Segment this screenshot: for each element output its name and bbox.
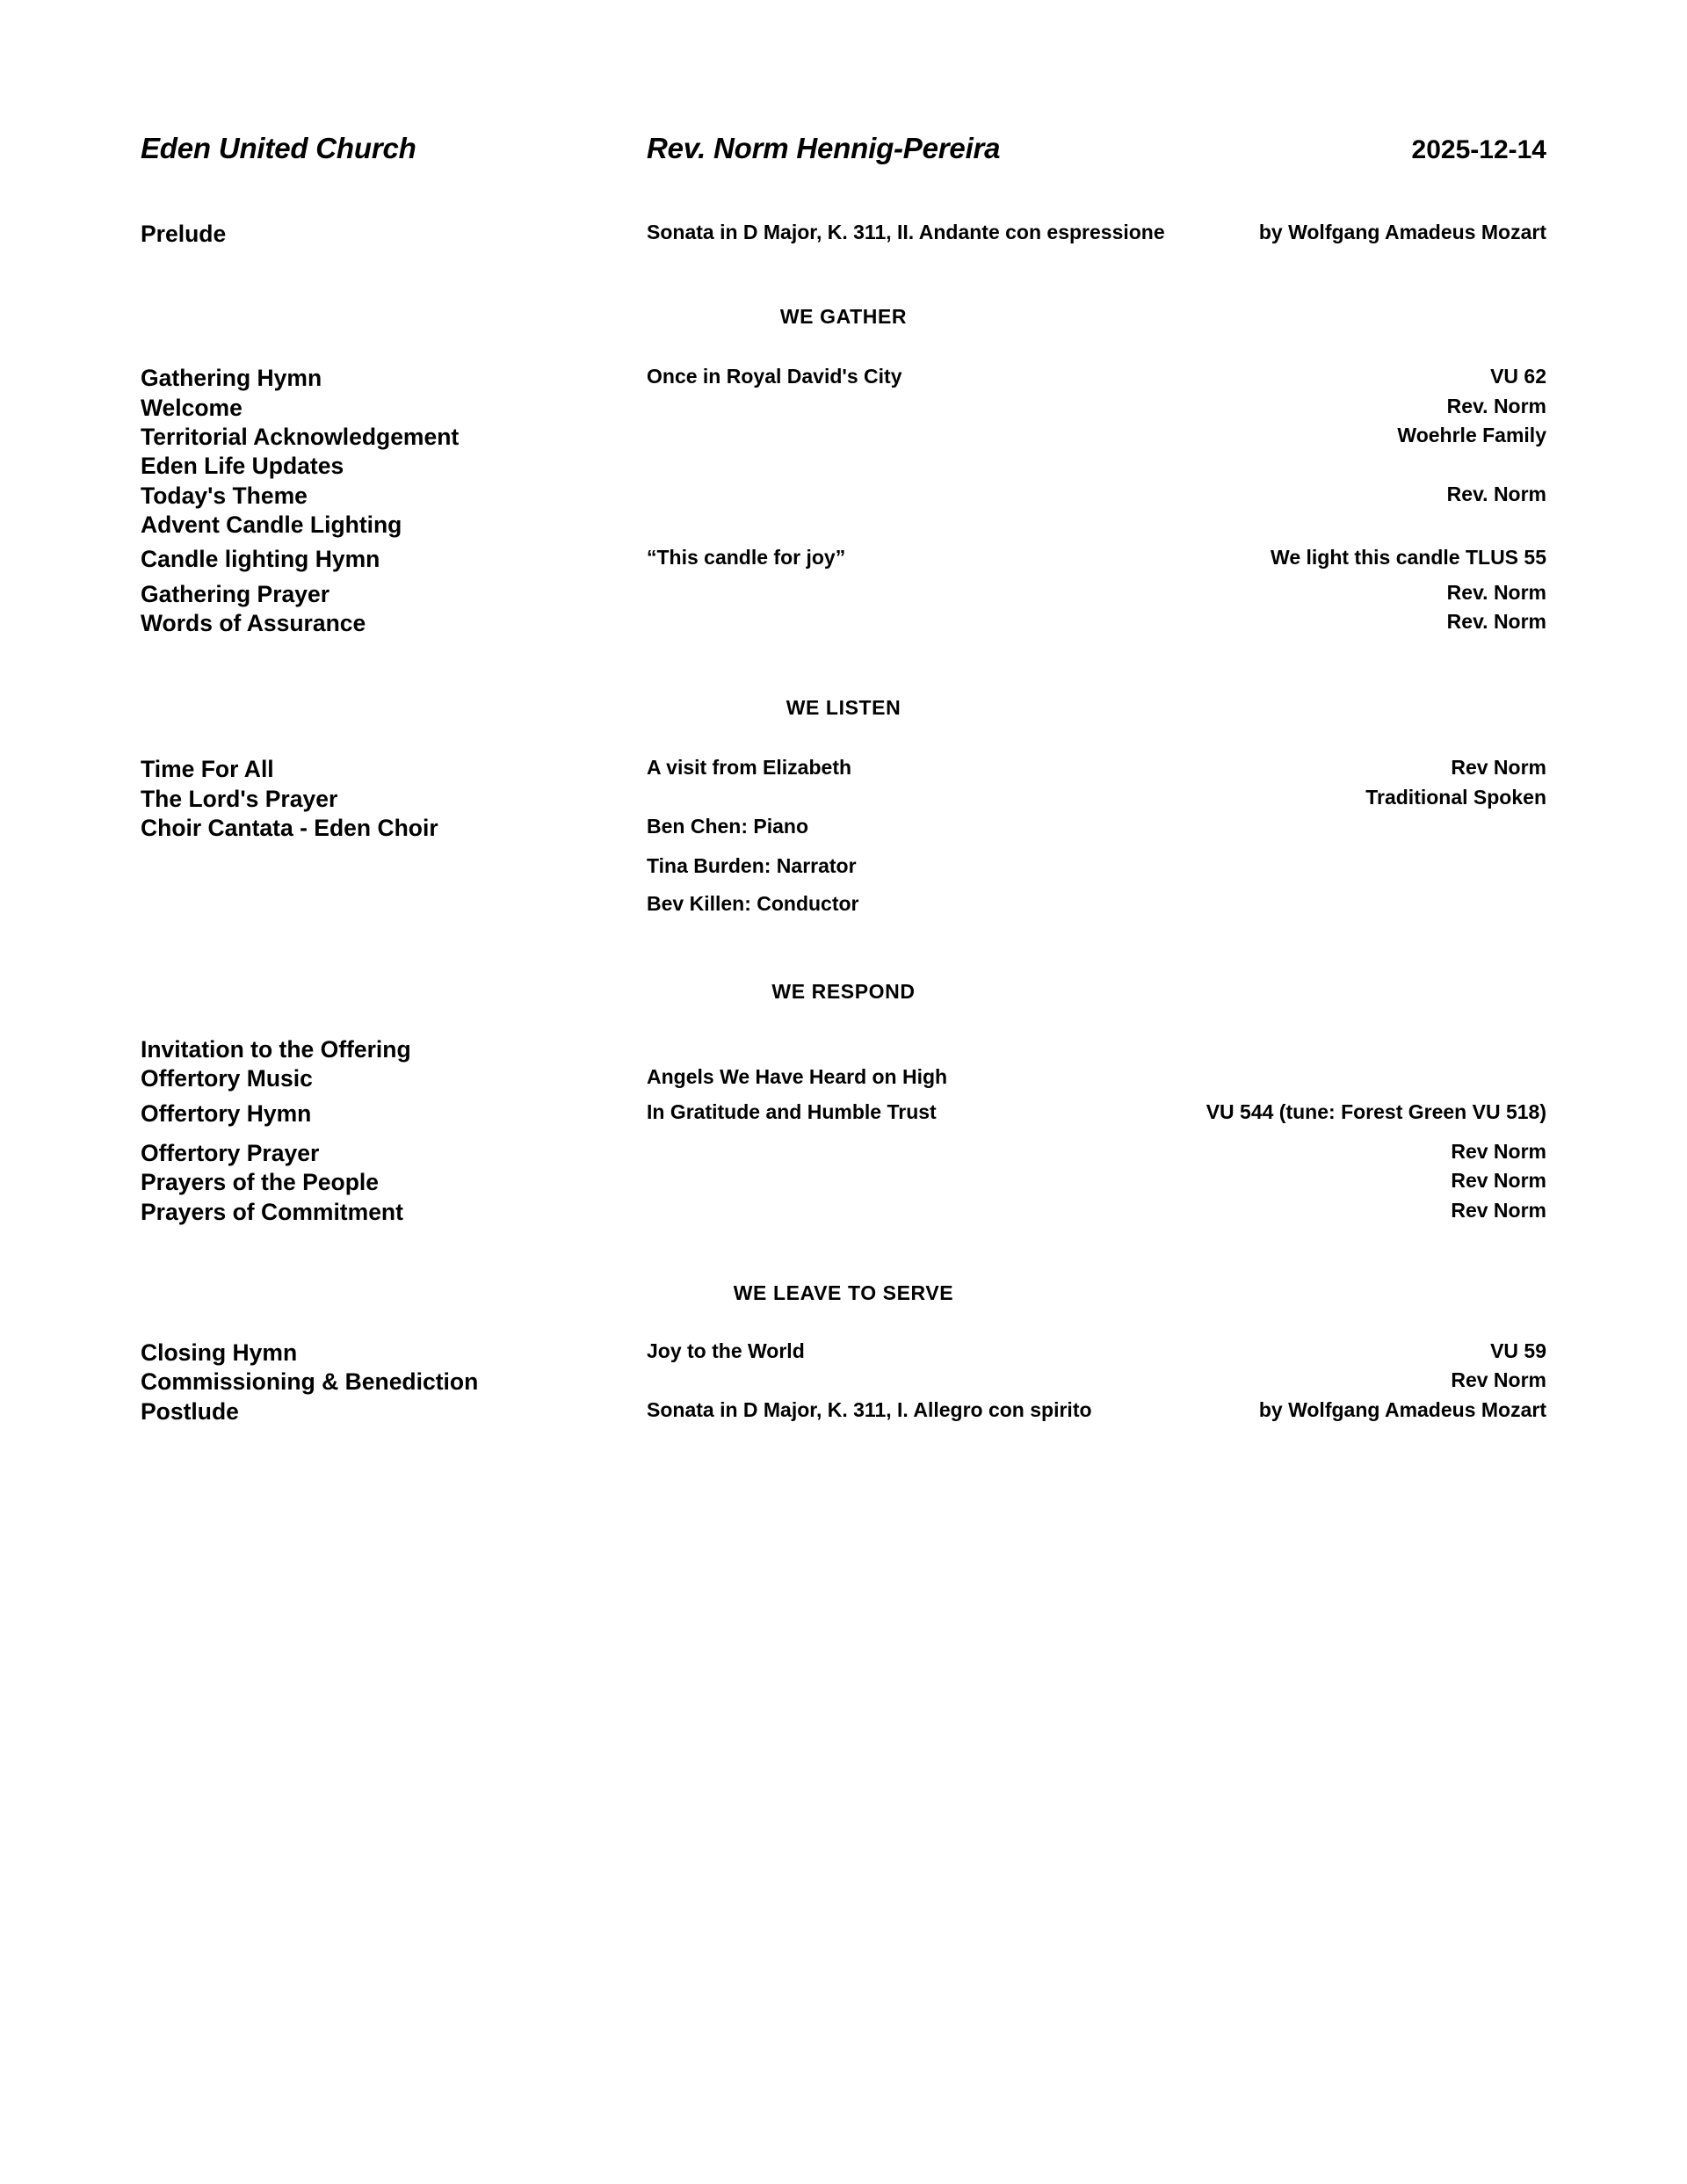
row-credit: by Wolfgang Amadeus Mozart [1258,221,1546,243]
row-label: The Lord's Prayer [141,785,338,812]
row-credit: Rev. Norm [1446,580,1546,604]
spacer [141,638,1546,696]
row-label: Words of Assurance [141,609,366,636]
row-label: Postlude [141,1397,239,1425]
order-row [141,545,1546,573]
row-detail: In Gratitude and Humble Trust [647,1099,937,1123]
row-credit: Rev Norm [1451,1140,1546,1164]
row-label: Gathering Hymn [141,365,322,392]
row-label: Eden Life Updates [141,453,344,480]
church-name: Eden United Church [141,132,416,164]
order-row [141,1339,1546,1367]
spacer [141,254,1546,305]
row-label: Gathering Prayer [141,580,330,607]
row-label: Advent Candle Lighting [141,511,402,538]
row-label: Welcome [141,394,243,421]
section-heading-we-listen: WE LISTEN [786,696,901,720]
order-row [141,1139,1546,1167]
order-row [141,394,1546,422]
row-label: Prayers of the People [141,1169,379,1196]
row-label: Time For All [141,756,274,783]
row-label: Offertory Music [141,1065,313,1092]
order-row [141,423,1546,451]
order-row [141,364,1546,392]
row-credit: Rev Norm [1451,756,1546,780]
row-credit: Traditional Spoken [1365,785,1546,809]
row-label: Offertory Hymn [141,1099,312,1127]
spacer [141,1305,1546,1339]
bulletin-header [141,132,1546,165]
order-row [141,1064,1546,1092]
service-date-cell [1181,135,1546,165]
order-row [141,1368,1546,1396]
order-row [141,1099,1546,1128]
order-row [141,1168,1546,1196]
row-label: Candle lighting Hymn [141,546,380,573]
row-credit: by Wolfgang Amadeus Mozart [1258,1397,1546,1421]
row-label: Invitation to the Offering [141,1036,411,1063]
section-heading-we-gather: WE GATHER [779,305,908,329]
row-label: Today's Theme [141,482,308,509]
row-detail: “This candle for joy” [647,546,846,570]
order-row [141,580,1546,608]
row-credit: Woehrle Family [1397,423,1546,446]
row-detail: Ben Chen: Piano [647,814,809,838]
section-heading-we-respond: WE RESPOND [771,980,916,1004]
order-row [141,452,1546,480]
order-row-prelude [141,220,1546,248]
spacer [141,924,1546,980]
row-detail: Joy to the World [647,1339,805,1363]
row-credit: VU 544 (tune: Forest Green VU 518) [1206,1099,1546,1123]
row-detail: Once in Royal David's City [647,365,902,388]
row-credit: We light this candle TLUS 55 [1271,546,1546,570]
order-row [141,785,1546,813]
service-date: 2025-12-14 [1411,135,1546,164]
row-detail: Tina Burden: Narrator [647,854,857,878]
order-row [141,482,1546,510]
row-detail: Bev Killen: Conductor [647,892,859,916]
row-label: Offertory Prayer [141,1140,320,1167]
row-credit: Rev. Norm [1446,482,1546,505]
row-credit: VU 59 [1490,1339,1546,1363]
row-label: Closing Hymn [141,1339,298,1367]
order-row [141,1397,1546,1426]
church-name-cell [141,132,647,165]
order-row [141,1198,1546,1226]
order-row [141,511,1546,539]
row-credit: Rev Norm [1451,1169,1546,1193]
row-detail: Angels We Have Heard on High [647,1065,948,1089]
order-row [141,755,1546,783]
row-credit: VU 62 [1490,365,1546,388]
row-label: Prayers of Commitment [141,1198,403,1225]
minister-name-cell [647,132,1181,165]
spacer [141,329,1546,364]
section-heading-we-leave-to-serve: WE LEAVE TO SERVE [733,1281,954,1305]
order-row [141,1035,1546,1063]
row-credit: Rev Norm [1451,1368,1546,1392]
row-credit: Rev. Norm [1446,609,1546,633]
spacer [141,720,1546,755]
order-row [141,814,1546,842]
order-row [141,891,1546,918]
row-detail: Sonata in D Major, K. 311, I. Allegro con spirito [647,1397,1092,1421]
spacer [141,1227,1546,1281]
row-label: Choir Cantata - Eden Choir [141,814,438,841]
order-row [141,853,1546,880]
row-detail: Sonata in D Major, K. 311, II. Andante con espressione [647,221,1165,243]
row-label: Prelude [141,221,227,247]
minister-name: Rev. Norm Hennig-Pereira [647,132,1001,164]
row-detail: A visit from Elizabeth [647,756,852,780]
spacer [141,1004,1546,1035]
order-row [141,609,1546,637]
row-credit: Rev Norm [1451,1198,1546,1222]
row-label: Commissioning & Benediction [141,1368,479,1396]
row-label: Territorial Acknowledgement [141,423,460,450]
row-credit: Rev. Norm [1446,394,1546,417]
